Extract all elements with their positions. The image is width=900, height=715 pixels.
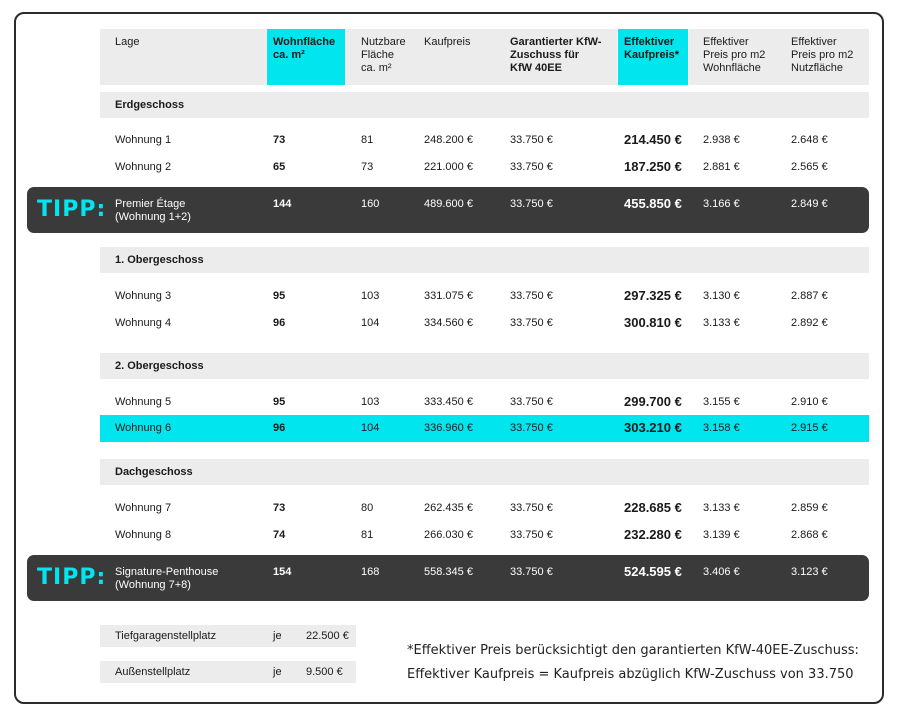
section-dachgeschoss: Dachgeschoss [100,459,869,485]
header-kaufpreis: Kaufpreis [424,36,471,48]
parking-tiefgarage: Tiefgaragenstellplatz je 22.500 € [100,625,356,647]
tipp-label: TIPP: [37,197,107,222]
header-wohnflaeche: Wohnfläche ca. m² [273,36,336,61]
highlight-row-wohnung-6 [100,415,869,442]
tipp-label: TIPP: [37,565,107,590]
header-nutzbare-flaeche: Nutzbare Fläche ca. m² [361,36,406,74]
section-erdgeschoss: Erdgeschoss [100,92,869,118]
header-preis-nutzflaeche: Effektiver Preis pro m2 Nutzfläche [791,36,854,74]
parking-aussen: Außenstellplatz je 9.500 € [100,661,356,683]
header-zuschuss: Garantierter KfW- Zuschuss für KfW 40EE [510,36,602,74]
footnote-line-2: Effektiver Kaufpreis = Kaufpreis abzüglich KfW-Zuschuss von 33.750 [407,667,854,682]
section-1-obergeschoss: 1. Obergeschoss [100,247,869,273]
header-preis-wohnflaeche: Effektiver Preis pro m2 Wohnfläche [703,36,766,74]
header-lage: Lage [115,36,140,48]
section-2-obergeschoss: 2. Obergeschoss [100,353,869,379]
header-effektiver-kaufpreis: Effektiver Kaufpreis* [624,36,680,61]
footnote-line-1: *Effektiver Preis berücksichtigt den garantierten KfW-40EE-Zuschuss: [407,643,859,658]
